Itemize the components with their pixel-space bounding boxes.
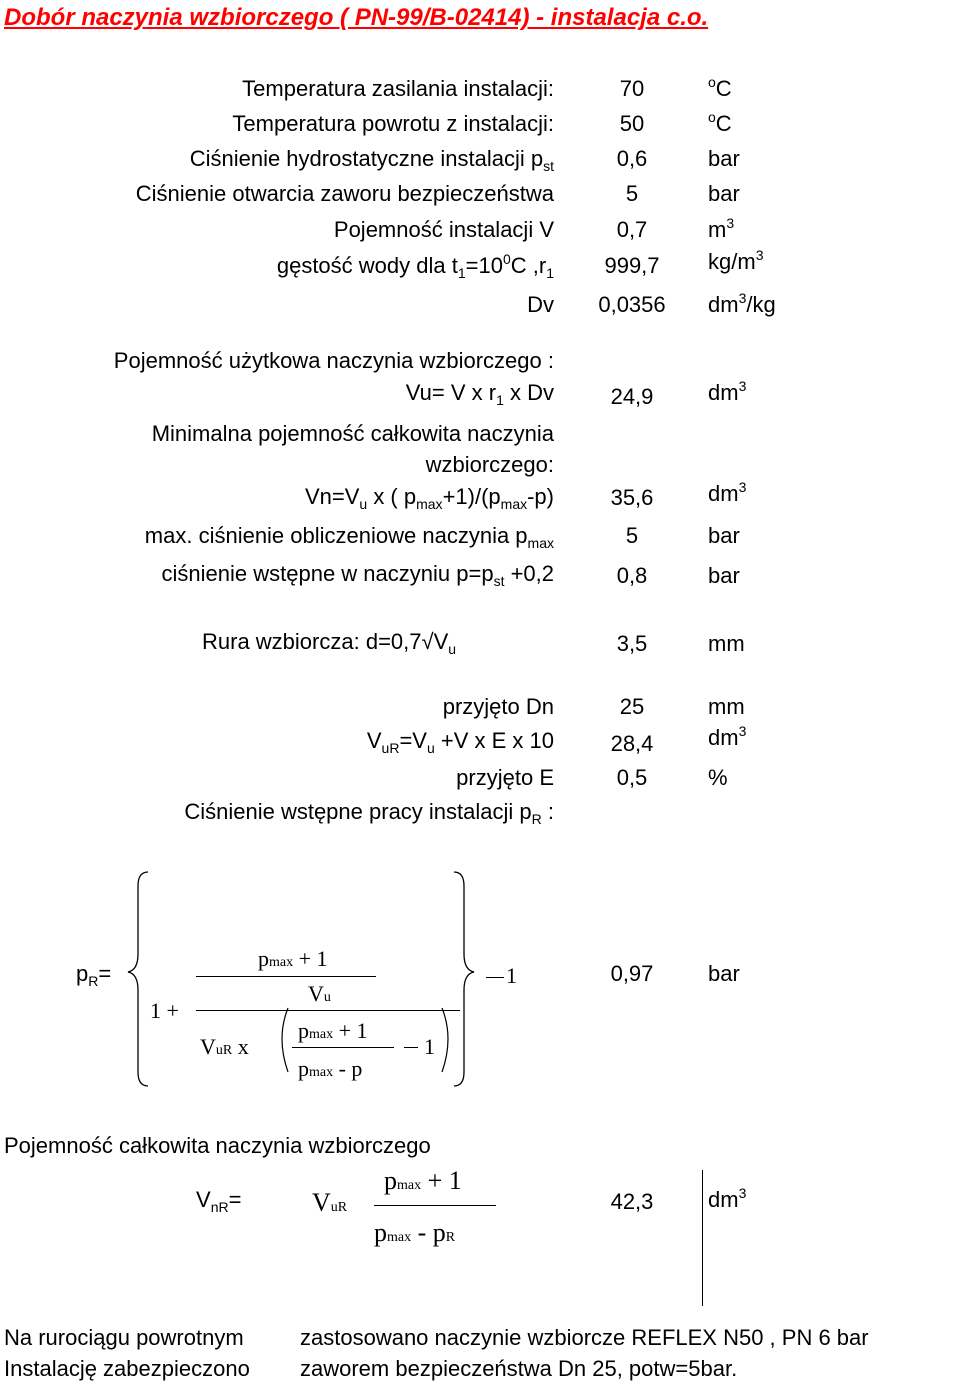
- pr-vu: Vu: [308, 981, 331, 1006]
- row-label: $V_{uR}=V_u +V$ x E x 10: [366, 728, 554, 756]
- pr-num: pmax + 1: [258, 946, 328, 971]
- vnr-den: pmax - pR: [374, 1218, 456, 1247]
- param-label: Dv: [527, 292, 554, 317]
- param-label: gęstość wody dla $t_1=10^0C$ $,r_1$: [276, 251, 554, 281]
- row-label: max. ciśnienie obliczeniowe naczynia $p_{max}$: [144, 523, 554, 551]
- divider: [702, 1170, 703, 1306]
- pr-value: 0,97: [610, 961, 654, 986]
- result-unit: $dm^3$: [708, 479, 747, 506]
- section-heading: Pojemność użytkowa naczynia wzbiorczego :: [113, 348, 554, 373]
- row-value: 25: [619, 694, 645, 719]
- param-value: 0,6: [616, 146, 648, 171]
- param-value: 999,7: [604, 253, 660, 278]
- row-label: przyjęto Dn: [442, 694, 554, 719]
- row-unit: bar: [708, 563, 740, 588]
- param-unit: $kg/m^3$: [708, 247, 764, 274]
- row-value: 28,4: [610, 731, 654, 756]
- pr-inner-bar: [292, 1047, 394, 1048]
- pr-outer-minus: [486, 977, 504, 978]
- row-value: 5: [625, 523, 639, 548]
- param-label: Temperatura powrotu z instalacji:: [232, 111, 554, 136]
- row-label: ciśnienie wstępne w naczyniu $p=p_{st} +0,2$: [161, 561, 554, 589]
- formula: $Vn=V_u$ x ( $p_{max}+1)/(p_{max}-p)$: [304, 484, 554, 512]
- pr-unit: bar: [708, 961, 740, 986]
- row-unit: mm: [708, 631, 745, 656]
- pr-inner-den: pmax - p: [298, 1056, 363, 1081]
- section-heading: wzbiorczego:: [425, 452, 554, 477]
- footer-line1-label: Na rurociągu powrotnym: [4, 1325, 244, 1350]
- row-unit: mm: [708, 694, 745, 719]
- param-value: 50: [619, 111, 645, 136]
- param-unit: $dm^3/kg$: [708, 290, 776, 317]
- pr-main-fraction-bar: [196, 976, 376, 977]
- result-unit: $dm^3$: [708, 1185, 747, 1212]
- result-value: 35,6: [610, 485, 654, 510]
- footer-line2-label: Instalację zabezpieczono: [4, 1356, 250, 1381]
- row-value: 0,5: [616, 765, 648, 790]
- param-value: 5: [625, 181, 639, 206]
- result-unit: $dm^3$: [708, 378, 747, 405]
- section-heading: Minimalna pojemność całkowita naczynia: [151, 421, 554, 446]
- pr-inner-minus: [404, 1047, 418, 1048]
- param-value: 0,0356: [598, 292, 666, 317]
- param-unit: bar: [708, 146, 740, 171]
- param-label: Pojemność instalacji V: [333, 217, 554, 242]
- footer-line1-text: zastosowano naczynie wzbiorcze REFLEX N50 , PN 6 bar: [300, 1325, 869, 1350]
- param-unit: $^o$C: [708, 74, 732, 101]
- param-value: 0,7: [616, 217, 648, 242]
- footer-line2-text: zaworem bezpieczeństwa Dn 25, potw=5bar.: [300, 1356, 738, 1381]
- vnr-lhs: $V_{nR}=$: [196, 1187, 242, 1215]
- row-unit: bar: [708, 523, 740, 548]
- pr-one-plus: 1 +: [150, 998, 179, 1023]
- row-unit: %: [708, 765, 728, 790]
- param-unit: $^o$C: [708, 109, 732, 136]
- formula: Vu= V x $r_1$ x Dv: [405, 380, 554, 408]
- param-value: 70: [619, 76, 645, 101]
- result-value: 42,3: [610, 1189, 654, 1214]
- param-label: Ciśnienie otwarcia zaworu bezpieczeństwa: [135, 181, 554, 206]
- row-value: 3,5: [616, 631, 648, 656]
- row-label: Rura wzbiorcza: $d=0,7√V_u$: [202, 629, 457, 657]
- pr-vur: VuR x: [200, 1034, 249, 1059]
- section-heading: Pojemność całkowita naczynia wzbiorczego: [4, 1133, 431, 1158]
- vnr-fraction-bar: [374, 1205, 496, 1206]
- pr-heading: Ciśnienie wstępne pracy instalacji $p_R$ :: [184, 799, 554, 827]
- result-value: 24,9: [610, 384, 654, 409]
- pr-outer-one: 1: [506, 963, 517, 988]
- pr-inner-num: pmax + 1: [298, 1018, 368, 1043]
- row-value: 0,8: [616, 563, 648, 588]
- row-label: przyjęto E: [456, 765, 554, 790]
- vnr-num: pmax + 1: [384, 1166, 462, 1195]
- page-title: Dobór naczynia wzbiorczego ( PN-99/B-02414) - instalacja c.o.: [4, 4, 709, 31]
- param-unit: $m^3$: [708, 215, 735, 242]
- param-unit: bar: [708, 181, 740, 206]
- vnr-vur: VuR: [312, 1188, 348, 1217]
- param-label: Ciśnienie hydrostatyczne instalacji $p_{st}$: [189, 146, 554, 174]
- pr-lhs: $p_R=$: [76, 961, 112, 989]
- pr-inner-one: 1: [424, 1034, 435, 1059]
- param-label: Temperatura zasilania instalacji:: [242, 76, 554, 101]
- pr-den-bar: [196, 1010, 460, 1011]
- row-unit: $dm^3$: [708, 723, 747, 750]
